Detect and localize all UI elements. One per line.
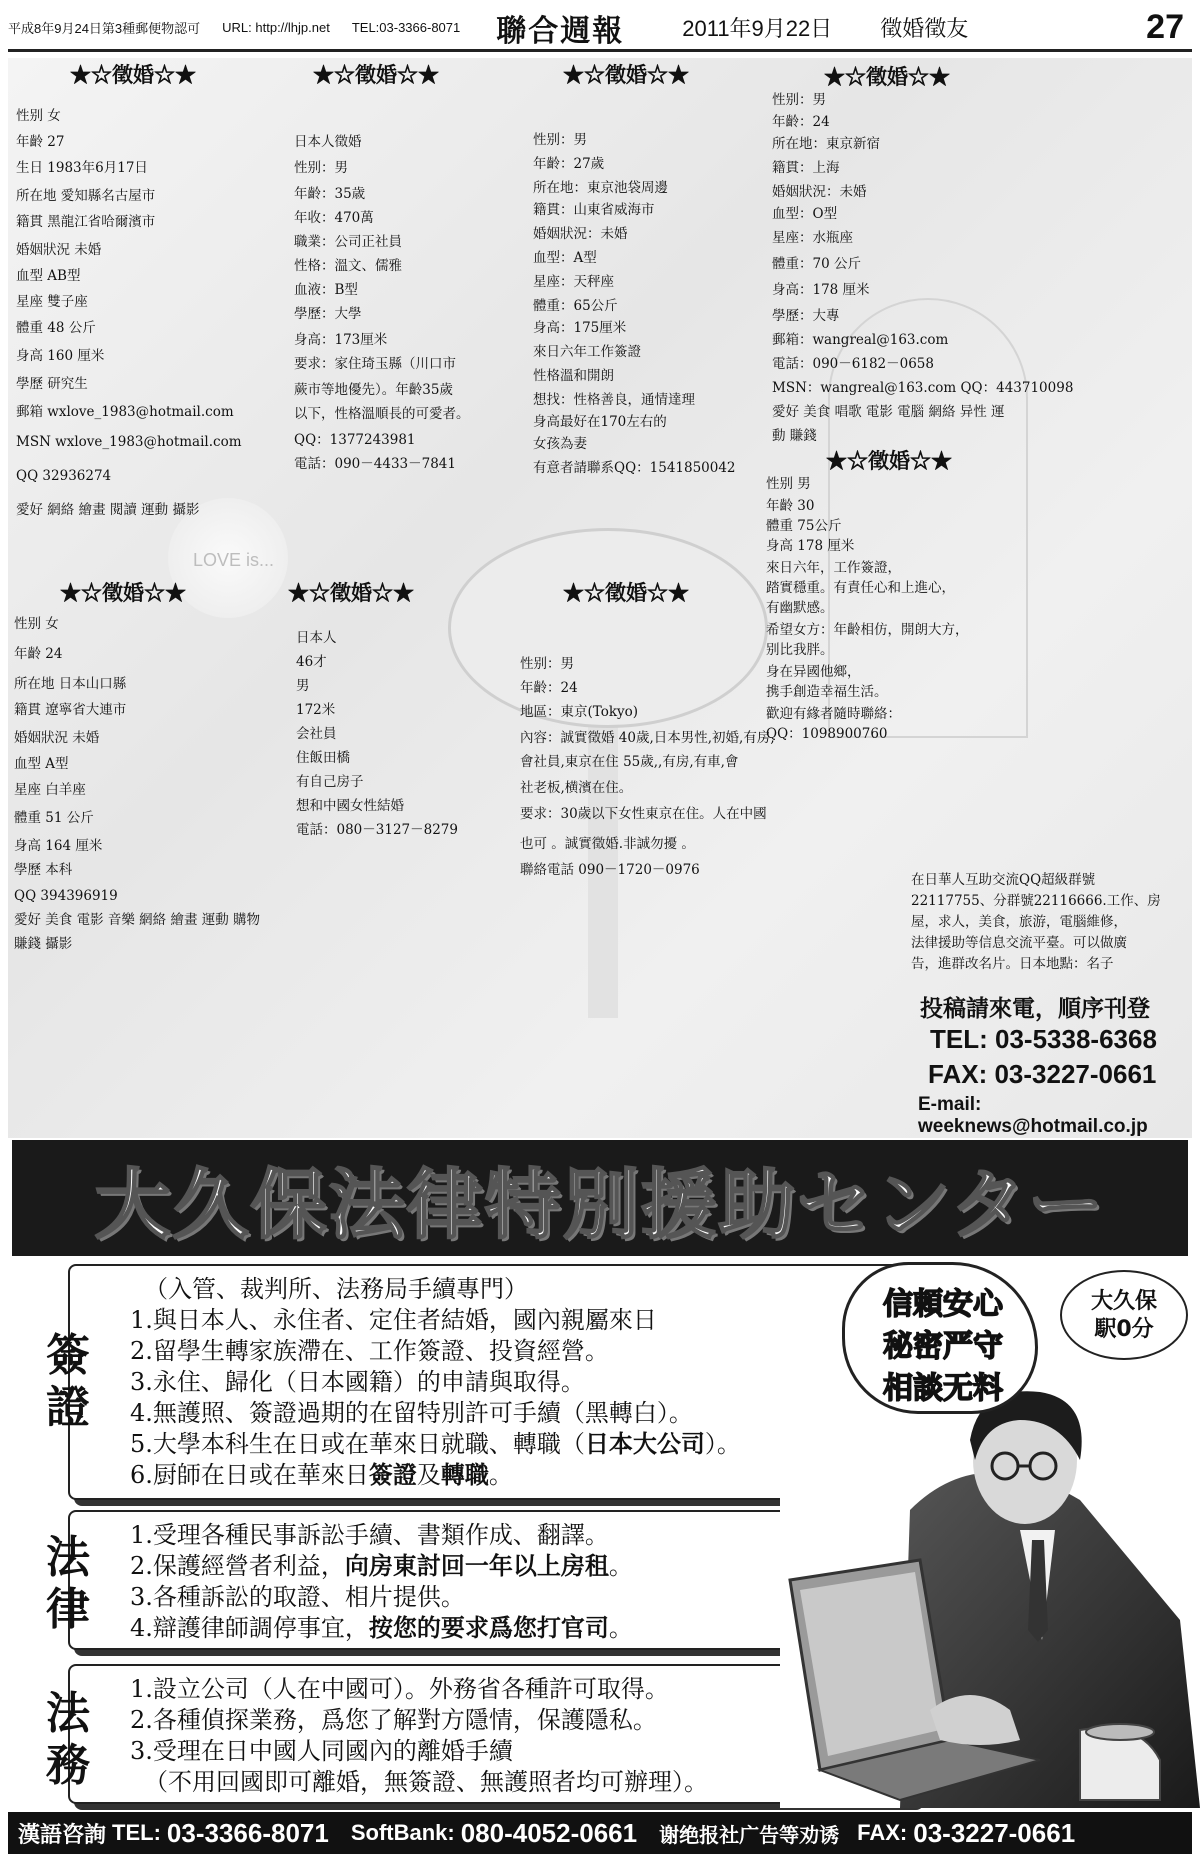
station-line: 大久保 (1090, 1289, 1157, 1314)
submission-tel: TEL: 03-5338-6368 (930, 1024, 1157, 1054)
personal-ad-line: 身高最好在170左右的 (533, 414, 667, 430)
personal-ad-line: 携手創造幸福生活。 (766, 684, 888, 700)
law-center-banner (12, 1140, 1188, 1256)
legal-line: 3.受理在日中國人同國內的離婚手續 (130, 1737, 513, 1765)
personal-ad-line: 想找：性格善良，通情達理 (533, 392, 695, 408)
qq-group-notice (911, 870, 1187, 975)
personal-ad-line: 婚姻狀況 未婚 (16, 242, 102, 258)
personal-ad-line: 郵箱 wxlove_1983@hotmail.com (16, 404, 234, 420)
tel-number[interactable]: 03-3366-8071 (166, 1817, 329, 1848)
visa-services-list (130, 1274, 741, 1491)
contact-footer (8, 1812, 1192, 1854)
personal-ad-title: ★☆徵婚☆★ (563, 580, 689, 605)
personal-ad-line: 生日 1983年6月17日 (16, 160, 148, 176)
station-line: 駅0分 (1094, 1317, 1154, 1342)
personal-ad-line: 男 (296, 678, 310, 694)
personal-ad-title: ★☆徵婚☆★ (70, 62, 196, 87)
trust-cloud-badge (842, 1262, 1038, 1414)
personal-ad-line: 體重 51 公斤 (14, 810, 94, 826)
visa-line-6: 6.厨師在日或在華來日簽證及轉職。 (130, 1461, 513, 1489)
personal-ad-line: 有幽默感。 (766, 600, 834, 616)
personal-ad-line: 身高 160 厘米 (16, 348, 105, 364)
personal-ad-line: 地區：東京(Tokyo) (520, 704, 639, 720)
personal-ad-line: 身高：173厘米 (294, 332, 388, 348)
personal-ad-line: 年齡：24 (772, 114, 830, 130)
personal-ad-line: 所在地：東京新宿 (772, 136, 880, 152)
personal-ad-line: 體重：65公斤 (533, 298, 618, 314)
legal-line: 2.各種偵探業務，爲您了解對方隱情，保護隱私。 (130, 1706, 657, 1734)
banner-title: 大久保法律特別援助センター (94, 1159, 1106, 1249)
personal-ad-line: 聯絡電話 090－1720－0976 (520, 862, 700, 878)
personal-ad-line: 身高 164 厘米 (14, 838, 103, 854)
personal-ad-line: 身高：178 厘米 (772, 282, 870, 298)
visa-line: 2.留學生轉家族滯在、工作簽證、投資經營。 (130, 1337, 609, 1365)
fax-label: FAX: (857, 1820, 908, 1845)
personal-ad-line: 賺錢 攝影 (14, 936, 73, 952)
law-category-label: 法 律 (46, 1532, 90, 1635)
page-number: 27 (1146, 8, 1184, 46)
notice-line: 法律援助等信息交流平臺。可以做廣 (911, 935, 1127, 951)
personal-ad-line: 会社員 (296, 726, 337, 742)
personal-ad-line: MSN：wangreal@163.com QQ：443710098 (772, 380, 1074, 396)
visa-line: （入管、裁判所、法務局手續專門） (144, 1275, 528, 1303)
notice-line: 屋，求人，美食，旅游，電腦維修， (911, 914, 1127, 930)
section-name: 徵婚徵友 (880, 16, 969, 41)
legal-line: 1.設立公司（人在中國可）。外務省各種許可取得。 (130, 1675, 669, 1703)
love-watermark: LOVE is... (193, 550, 275, 570)
personal-ad-line: 身高 178 厘米 (766, 538, 855, 554)
legal-affairs-list (130, 1674, 708, 1798)
personal-ad-line: 日本人徵婚 (294, 134, 362, 150)
page-header (8, 6, 1192, 52)
header-tel: TEL:03-3366-8071 (351, 20, 461, 35)
newspaper-title: 聯合週報 (496, 13, 625, 49)
personal-ad-line: 年齡 24 (14, 646, 63, 662)
personal-ad-line: 性别 女 (16, 108, 61, 124)
personal-ad-line: QQ：1098900760 (766, 726, 888, 742)
visa-line: 3.永住、歸化（日本國籍）的申請與取得。 (130, 1368, 585, 1396)
personal-ads-area (8, 58, 1192, 1138)
tel-label: TEL: (112, 1820, 161, 1845)
personal-ad-line: 社老板,横濱在住。 (520, 780, 633, 796)
submission-title: 投稿請來電，順序刊登 (920, 995, 1150, 1021)
personal-ad-line: 學歷 研究生 (16, 376, 88, 392)
cloud-line: 信頼安心 (883, 1287, 1003, 1322)
personal-ad-line: 性别：男 (533, 132, 587, 148)
personal-ad-line: 血型 AB型 (16, 268, 81, 284)
personal-ad-line: 籍貫 黑龍江省哈爾濱市 (16, 214, 156, 230)
personal-ad-title: ★☆徵婚☆★ (288, 580, 414, 605)
personal-ad-line: 學歷 本科 (14, 862, 73, 878)
consult-label: 漢語咨詢 (18, 1821, 107, 1847)
personal-ad-title: ★☆徵婚☆★ (824, 64, 950, 89)
personal-ad-line: 要求：30歲以下女性東京在住。人在中國 (520, 806, 767, 822)
personal-ad-line: 希望女方：年齡相仿，開朗大方， (766, 622, 969, 638)
personal-ad-line: 星座 白羊座 (14, 782, 86, 798)
personal-ad-line: 性格：溫文、儒雅 (294, 258, 402, 274)
personal-ad-line: 籍貫 遼寧省大連市 (14, 702, 127, 718)
personal-ad-line: 郵箱：wangreal@163.com (772, 332, 949, 348)
personal-ad-line: 歡迎有緣者隨時聯絡： (766, 706, 901, 722)
personal-ad-line: 星座 雙子座 (16, 294, 88, 310)
visa-line-5: 5.大學本科生在日或在華來日就職、轉職（日本大公司）。 (130, 1430, 741, 1458)
personal-ad-line: 血型：A型 (533, 250, 597, 266)
personal-ad-line: 年齡：27歲 (533, 156, 605, 172)
personal-ad-line: 年齡 30 (766, 498, 815, 514)
personal-ad-line: 性别：男 (294, 160, 348, 176)
businessman-laptop-photo (780, 1380, 1200, 1808)
personal-ad-line: 電話：080－3127－8279 (296, 822, 458, 838)
personal-ad-line: 性格溫和開朗 (533, 368, 614, 384)
softbank-label: SoftBank: (350, 1820, 455, 1845)
table-leg-decoration (588, 698, 618, 1018)
personal-ad-line: 要求：家住琦玉縣（川口市 (294, 356, 456, 372)
personal-ad-line: 日本人 (296, 630, 337, 646)
table-decoration (448, 528, 768, 728)
personal-ad-line: 年齡：24 (520, 680, 578, 696)
personal-ad-line: 學歷：大專 (772, 308, 840, 324)
personal-ad-line: 愛好 網絡 繪畫 閱讀 運動 攝影 (16, 502, 200, 518)
personal-ad-line: 婚姻狀況：未婚 (533, 226, 628, 242)
personal-ad-line: 籍貫：山東省威海市 (533, 202, 655, 218)
no-solicitation-note: 谢绝报社广告等劝诱 (659, 1824, 840, 1847)
cloud-line: 秘密严守 (883, 1329, 1003, 1364)
visa-line: 4.無護照、簽證過期的在留特別許可手續（黑轉白）。 (130, 1399, 693, 1427)
personal-ad-line: 血型：O型 (772, 206, 838, 222)
personal-ad-title: ★☆徵婚☆★ (563, 62, 689, 87)
personal-ad-line: 電話：090－4433－7841 (294, 456, 456, 472)
personal-ad-line: QQ 32936274 (16, 468, 112, 484)
submission-fax: FAX: 03-3227-0661 (928, 1059, 1157, 1089)
permit-text: 平成8年9月24日第3種郵便物認可 (8, 21, 201, 36)
law-line: 3.各種訴訟的取證、相片提供。 (130, 1583, 465, 1611)
personal-ad-line: QQ：1377243981 (294, 432, 416, 448)
personal-ad-line: 職業：公司正社員 (294, 234, 402, 250)
station-bubble (1060, 1270, 1188, 1360)
personal-ad-line: 有自己房子 (296, 774, 364, 790)
personal-ad-line: 會社員,東京在住 55歲,,有房,有車,會 (520, 754, 739, 770)
personal-ad-line: 血型 A型 (14, 756, 69, 772)
personal-ad-line: 172米 (296, 702, 336, 718)
personal-ad-line: 性别 男 (766, 476, 811, 492)
personal-ad-line: 來日六年工作簽證 (533, 344, 641, 360)
personal-ad-line: 婚姻狀況：未婚 (772, 184, 867, 200)
personal-ad-line: 星座：天秤座 (533, 274, 614, 290)
personal-ad-line: 星座：水瓶座 (772, 230, 853, 246)
personal-ad-line: 以下，性格溫順長的可愛者。 (294, 406, 470, 422)
personal-ad-line: 踏實穩重。有責任心和上進心， (766, 580, 955, 596)
personal-ad-line: 46才 (296, 654, 327, 670)
personal-ad-line: 籍貫：上海 (772, 160, 840, 176)
personal-ad-line: 年齡 27 (16, 134, 65, 150)
personal-ad-line: 蕨市等地優先）。年齡35歲 (294, 382, 453, 398)
personal-ad-line: 電話：090－6182－0658 (772, 356, 934, 372)
personal-ad-line: 想和中國女性結婚 (296, 798, 404, 814)
personal-ad-title: ★☆徵婚☆★ (313, 62, 439, 87)
law-line: 2.保護經營者利益，向房東討回一年以上房租。 (130, 1552, 633, 1580)
legal-line: （不用回國即可離婚，無簽證、無護照者均可辦理）。 (144, 1768, 708, 1796)
softbank-number[interactable]: 080-4052-0661 (460, 1817, 638, 1848)
personal-ad-line: 來日六年，工作簽證， (766, 560, 901, 576)
personal-ad-line: QQ 394396919 (14, 888, 118, 904)
personal-ad-line: 動 賺錢 (772, 428, 817, 444)
personal-ad-line: MSN wxlove_1983@hotmail.com (16, 434, 242, 450)
personal-ad-line: 别比我胖。 (766, 642, 834, 658)
personal-ad-line: 所在地：東京池袋周邊 (533, 180, 668, 196)
personal-ad-line: 愛好 美食 電影 音樂 網絡 繪畫 運動 購物 (14, 912, 261, 928)
personal-ad-line: 體重 75公斤 (766, 518, 842, 534)
personal-ad-line: 身高：175厘米 (533, 320, 627, 336)
legal-category-label: 法 務 (46, 1688, 90, 1791)
notice-line: 告，進群改名片。日本地點：名子 (911, 956, 1114, 972)
law-services-list (130, 1520, 633, 1644)
personal-ad-line: 性别：男 (772, 92, 826, 108)
issue-date: 2011年9月22日 (682, 16, 833, 41)
personal-ad-line: 年收：470萬 (294, 210, 374, 226)
fax-number: 03-3227-0661 (913, 1817, 1076, 1848)
url-link[interactable]: URL: http://lhjp.net (222, 20, 330, 35)
submission-email[interactable]: E-mail: weeknews@hotmail.co.jp (918, 1094, 1148, 1137)
law-line: 4.辯護律師調停事宜，按您的要求爲您打官司。 (130, 1614, 633, 1642)
notice-line: 在日華人互助交流QQ超級群號 (911, 872, 1096, 888)
personal-ad-line: 身在异國他鄉， (766, 664, 861, 680)
personal-ad-line: 性别 女 (14, 616, 59, 632)
personal-ad-line: 愛好 美食 唱歌 電影 電腦 網絡 异性 運 (772, 404, 1005, 420)
cloud-line: 相談无料 (883, 1371, 1003, 1406)
personal-ad-line: 婚姻狀況 未婚 (14, 730, 100, 746)
personal-ad-line: 性别：男 (520, 656, 574, 672)
personal-ad-title: ★☆徵婚☆★ (826, 448, 952, 473)
visa-line: 1.與日本人、永住者、定住者結婚，國內親屬來日 (130, 1306, 657, 1334)
law-line: 1.受理各種民事訴訟手續、書類作成、翻譯。 (130, 1521, 609, 1549)
visa-category-label: 簽 證 (46, 1330, 90, 1433)
personal-ad-line: 住飯田橋 (296, 750, 350, 766)
personal-ad-line: 也可 。誠實徵婚.非誠勿擾 。 (520, 836, 695, 852)
personal-ad-line: 體重 48 公斤 (16, 320, 96, 336)
personal-ad-line: 年齡：35歳 (294, 186, 366, 202)
personal-ad-line: 血液：B型 (294, 282, 358, 298)
personal-ad-line: 女孩為妻 (533, 436, 587, 452)
notice-line: 22117755、分群號22116666.工作、房 (911, 893, 1161, 909)
personal-ad-line: 學歷：大學 (294, 306, 362, 322)
personal-ad-line: 所在地 愛知縣名古屋市 (16, 188, 156, 204)
personal-ad-line: 有意者請聯系QQ：1541850042 (533, 460, 736, 476)
personal-ad-line: 體重：70 公斤 (772, 256, 861, 272)
personal-ad-title: ★☆徵婚☆★ (60, 580, 186, 605)
personal-ad-line: 所在地 日本山口縣 (14, 676, 127, 692)
personal-ad-line: 內容：誠實徵婚 40歲,日本男性,初婚,有房, (520, 730, 775, 746)
